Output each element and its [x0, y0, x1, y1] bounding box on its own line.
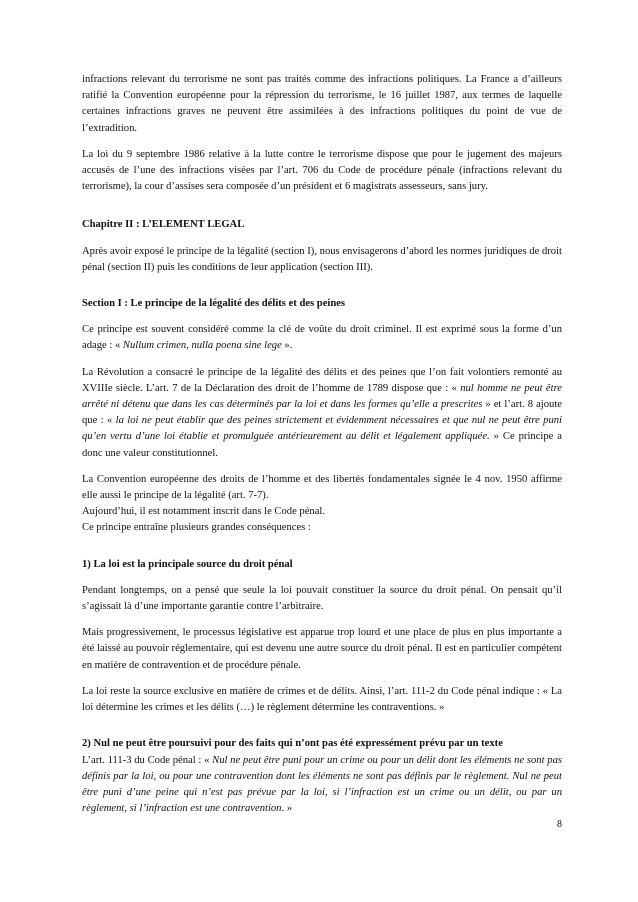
paragraph-convention: La Convention européenne des droits de l’homme et des libertés fondamentales signée le 4 nov. 1950 affirme elle aussi le principe de la légalité (art. 7-7). [82, 473, 562, 502]
paragraph-consequences: Ce principe entraîne plusieurs grandes conséquences : [82, 522, 311, 534]
adage-quote: Nullum crimen, nulla poena sine lege [122, 340, 282, 352]
text-run: L’art. 111-3 du Code pénal : « [82, 754, 213, 766]
art-111-3-quote: Nul ne peut être puni pour un crime ou pour un délit dont les éléments ne sont pas définis par la loi, ou pour une contravention dont les éléments ne sont pas définis par le règlement. Nul ne peut être puni d’une peine qui n’est pas prévue par la loi, si l’infraction est un crime ou un délit, ou par un règlement, si l’infraction est une contravention [82, 754, 563, 815]
text-run: » et l’art. 8 ajoute que : « [82, 399, 562, 427]
paragraph-loi-source: Pendant longtemps, on a pensé que seule la loi pouvait constituer la source du droit pénal. On pensait qu’il s’agissait là d’une importante garantie contre l’arbitraire. [82, 584, 562, 613]
paragraph-terrorism-law-1986: La loi du 9 septembre 1986 relative à la lutte contre le terrorisme dispose que pour le jugement des majeurs accusés de l’une des infractions visées par l’art. 706 du Code de procédure pénale (infractions relevant du terrorisme), la cour d’assises sera composée d’un président et 6 magistrats assesseurs, sans jury. [82, 148, 562, 193]
paragraph-adage [82, 322, 562, 354]
section-title: Section I : Le principe de la légalité des délits et des peines [82, 298, 346, 310]
text-run: » Ce principe a donc une valeur constitutionnel. [82, 431, 562, 459]
paragraph-art-111-2: La loi reste la source exclusive en matière de crimes et de délits. Ainsi, l’art. 111-2 du Code pénal indique : « La loi détermine les crimes et les délits (…) le règlement détermine les contraventions. » [82, 685, 562, 714]
page-number: 8 [557, 819, 562, 830]
declaration-art7-quote: nul homme ne peut être arrêté ni détenu que dans les cas déterminés par la loi et dans les formes qu’elle a prescrites [82, 382, 563, 411]
paragraph-code-penal: Aujourd’hui, il est notamment inscrit dans le Code pénal. [82, 506, 326, 518]
text-run: Ce principe est souvent considéré comme la clé de voûte du droit criminel. Il est exprimé sous la forme d’un adage : « [82, 324, 562, 352]
consequence-1-title: 1) La loi est la principale source du droit pénal [82, 558, 293, 570]
paragraph-revolution [82, 365, 562, 462]
chapter-title: Chapitre II : L’ELEMENT LEGAL [82, 219, 245, 231]
declaration-art8-quote: la loi ne peut établir que des peines strictement et évidemment nécessaires et que nul ne peut être puni qu’en vertu d’une loi établie et promulguée antérieurement au délit et légalement appliquée. [82, 415, 562, 443]
text-run: ». [281, 340, 293, 352]
paragraph-art-111-3 [82, 753, 562, 818]
consequence-2-title: 2) Nul ne peut être poursuivi pour des faits qui n’ont pas été expressément prévu par un texte [82, 738, 503, 750]
text-run: . » [281, 803, 293, 815]
paragraph-terrorism-extradition: infractions relevant du terrorisme ne sont pas traités comme des infractions politiques. La France a d’ailleurs ratifié la Convention européenne pour la répression du terrorisme, le 16 juillet 1987, aux termes de laquelle certaines infractions graves ne peuvent être assimilées à des infractions politiques du point de vue de l’extradition. [82, 74, 562, 134]
page-body [82, 72, 562, 827]
text-run: La Révolution a consacré le principe de la légalité des délits et des peines que l’on fait volontiers remonté au XVIIIe siècle. L’art. 7 de la Déclaration des droit de l’homme de 1789 dispose que : « [82, 366, 562, 394]
paragraph-pouvoir-reglementaire: Mais progressivement, le processus législative est apparue trop lourd et une place de plus en plus importante a été laissé au pouvoir réglementaire, qui est devenu une autre source du droit pénal. Il est en particulier compétent en matière de contravention et de procédure pénale. [82, 627, 562, 671]
chapter-intro: Après avoir exposé le principe de la légalité (section I), nous envisagerons d’abord les normes juridiques de droit pénal (section II) puis les conditions de leur application (section III). [82, 245, 562, 273]
